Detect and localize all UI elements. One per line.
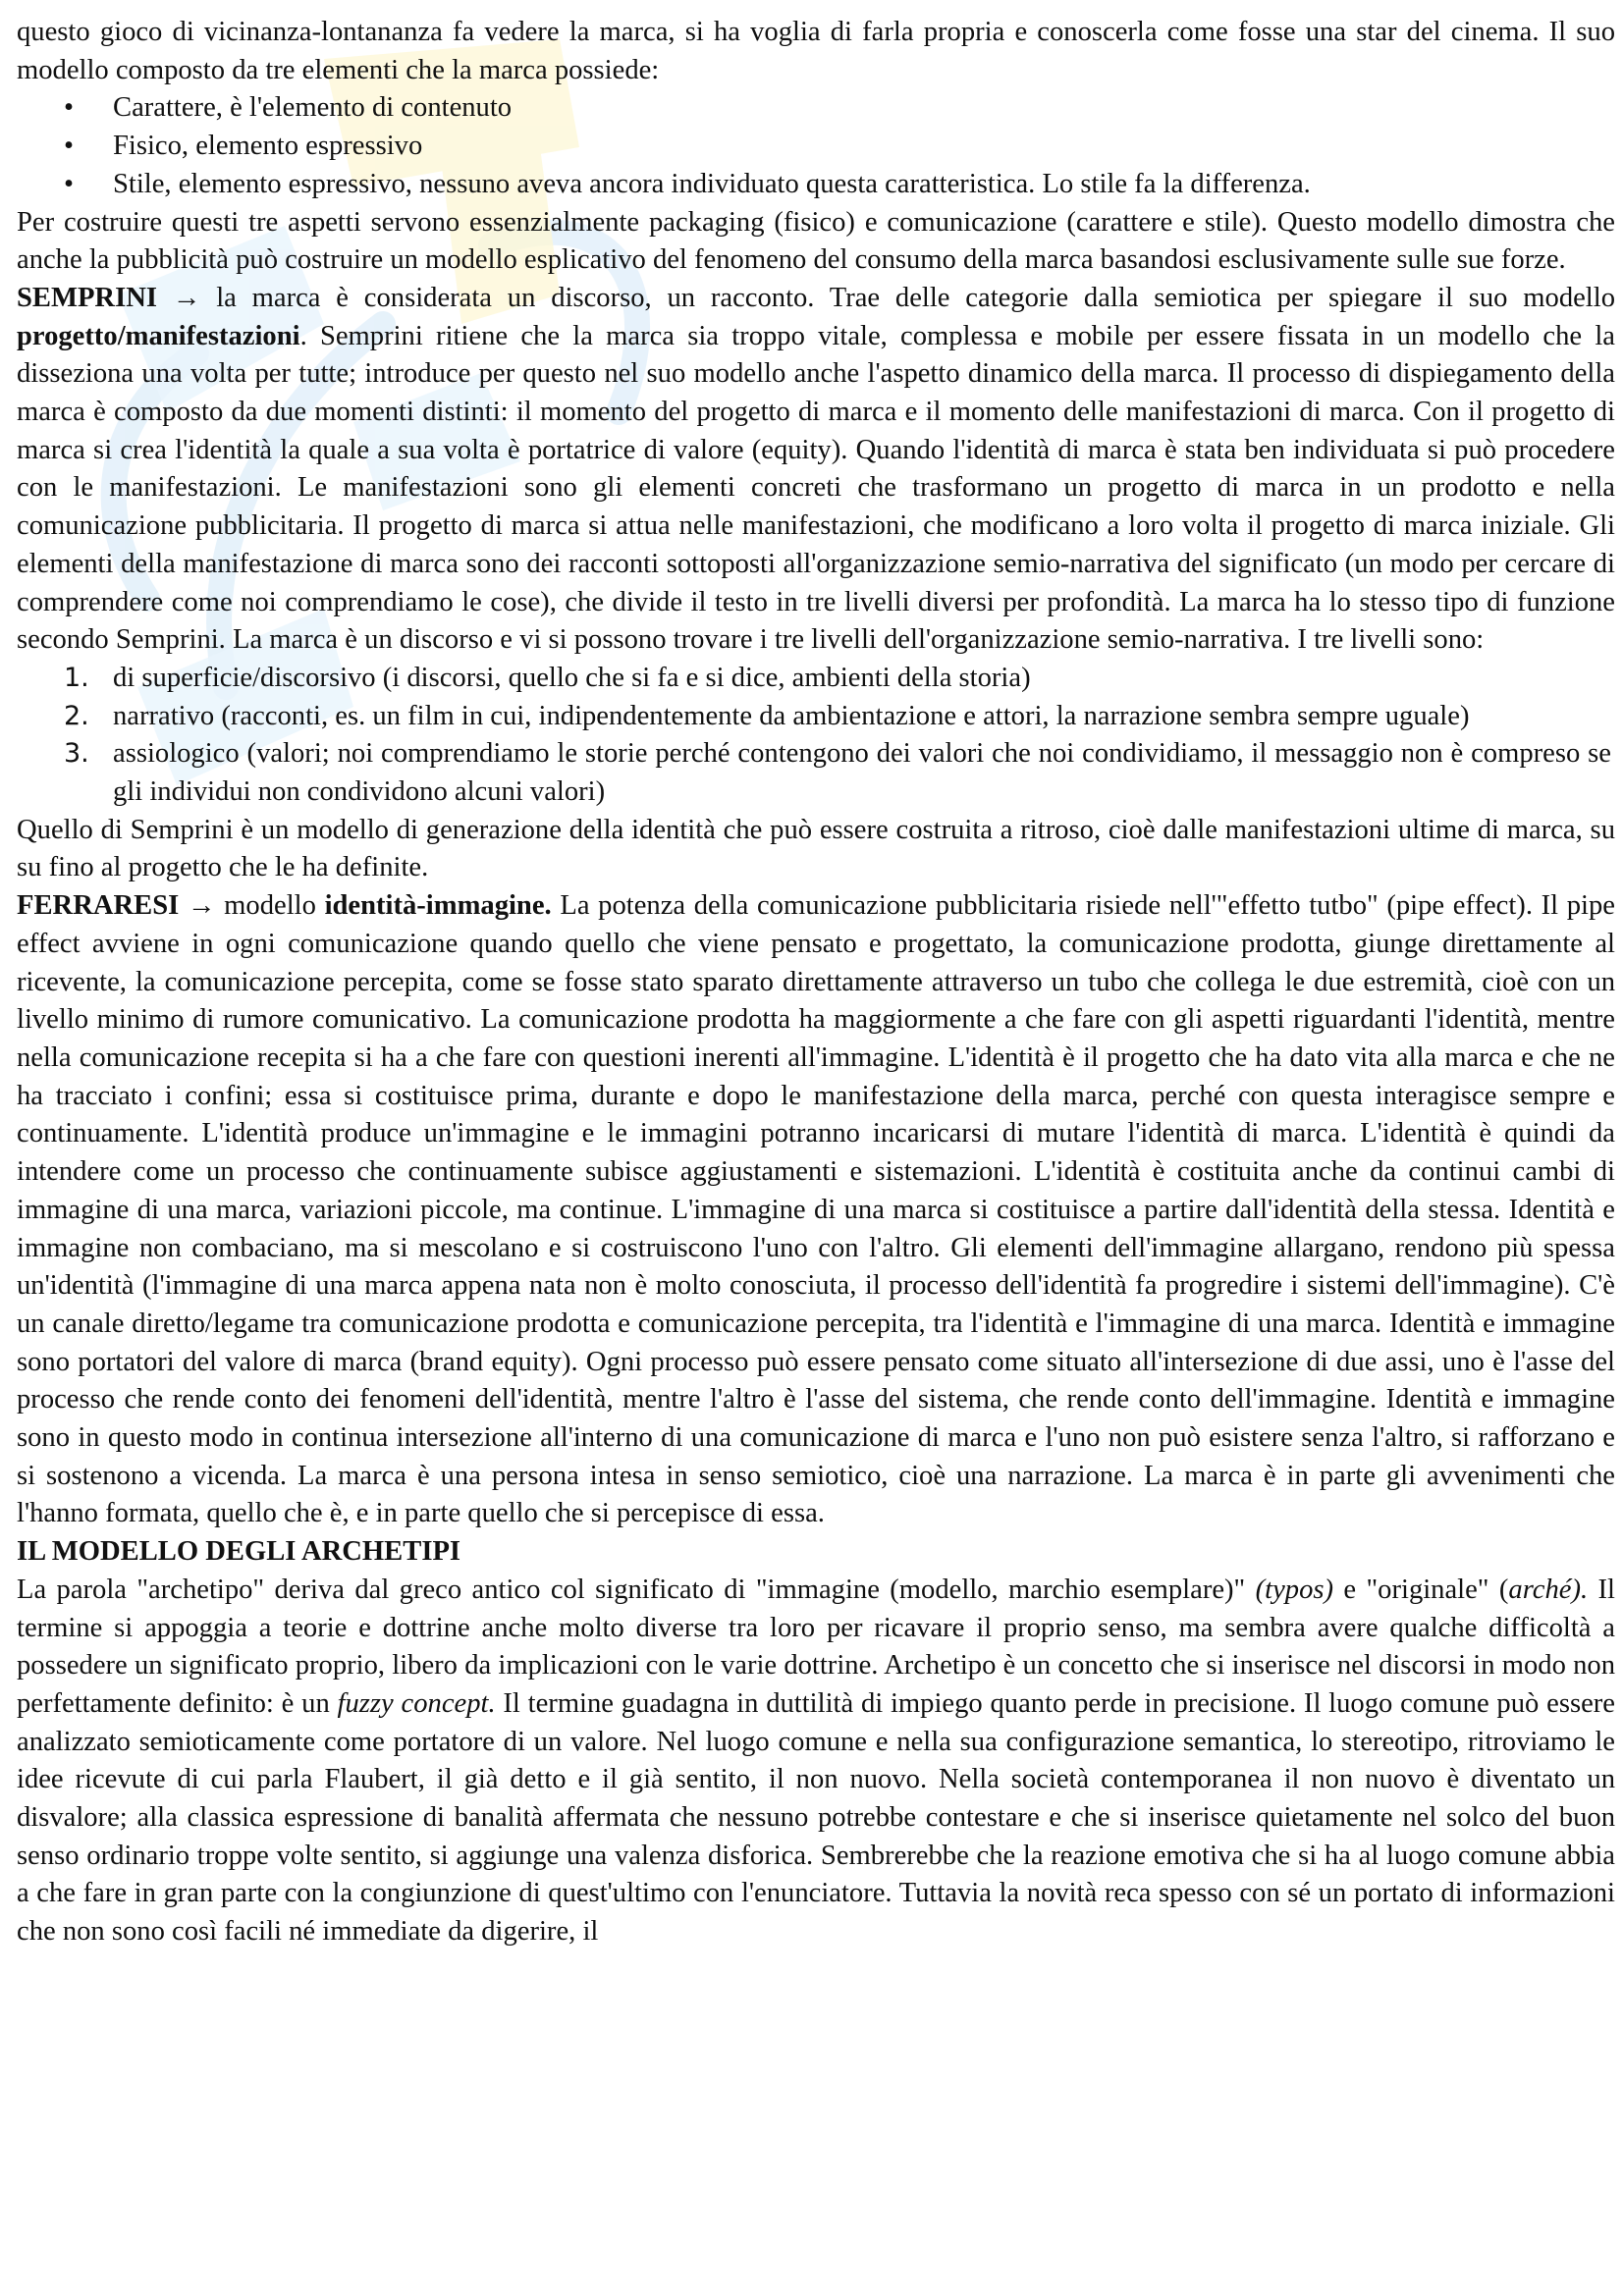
list-number: 1. [64,662,89,693]
text-span: Il termine guadagna in duttilità di impiego quanto perde in precisione. Il luogo comune può essere analizzato semioticamente come portatore di un valore. Nel luogo comune e nella sua configurazione semantica, lo stereotipo, ritroviamo le idee ricevute di cui parla Flaubert, il già detto e il già sentito, il non nuovo. Nella società contemporanea il non nuovo è diventato un disvalore; alla classica espressione di banalità affermata che nessuno potrebbe contestare e che si inserisce quietamente nel solco del buon senso ordinario troppe volte sentito, si aggiunge una valenza disforica. Sembrerebbe che la reazione emotiva che si ha al luogo comune abbia a che fare in gran parte con la congiunzione di quest'ultimo con l'enunciatore. Tuttavia la novità reca spesso con sé un portato di informazioni che non sono così facili né immediate da digerire, il [17,1687,1615,1948]
paragraph: questo gioco di vicinanza-lontananza fa vedere la marca, si ha voglia di farla propria e conoscerla come fosse una star del cinema. Il suo modello composto da tre elementi che la marca possiede: [17,17,1615,85]
arrow-glyph: → [179,890,225,922]
author-name: SEMPRINI [17,282,157,313]
paragraph: Per costruire questi tre aspetti servono essenzialmente packaging (fisico) e comunicazione (carattere e stile). Questo modello dimostra che anche la pubblicità può costruire un modello esplicativo del fenomeno del consumo della marca basandosi esclusivamente sulle sue forze. [17,206,1615,276]
section-heading: IL MODELLO DEGLI ARCHETIPI [17,1536,461,1568]
list-number: 2. [64,700,89,731]
list-number: 3. [64,738,89,770]
paragraph: Quello di Semprini è un modello di generazione della identità che può essere costruita a ritroso, cioè dalle manifestazioni ultime di marca, su su fino al progetto che le ha definite. [17,814,1615,883]
italic-term: (typos) [1255,1574,1334,1605]
text-span: La potenza della comunicazione pubblicitaria risiede nell'"effetto tutbo" (pipe effect). Il pipe effect avviene in ogni comunicazione quando quello che viene pensato e progettato, la comunicazione prodotta, giunge direttamente al ricevente, la comunicazione percepita, come se fosse stato sparato direttamente attraverso un tubo che collega le due estremità, cioè con un livello minimo di rumore comunicativo. La comunicazione prodotta ha maggiormente a che fare con gli aspetti riguardanti l'identità, mentre nella comunicazione recepita si ha a che fare con questioni inerenti all'immagine. L'identità è il progetto che ha dato vita alla marca e che ne ha tracciato i confini; essa si costituisce prima, durante e dopo le manifestazione della marca, perché con questa interagisce sempre e continuamente. L'identità produce un'immagine e le immagini potranno incaricarsi di mutare l'identità di marca. L'identità è quindi da intendere come un processo che continuamente subisce aggiustamenti e sistemazioni. L'identità è costituita anche da continui cambi di immagine di una marca, variazioni piccole, ma continue. L'immagine di una marca si costituisce a partire dall'identità della stessa. Identità e immagine non combaciano, ma si mescolano e si costruiscono l'uno con l'altro. Gli elementi dell'immagine allargano, rendono più spessa un'identità (l'immagine di una marca appena nata non è molto conosciuta, il processo dell'identità fa progredire i sistemi dell'immagine). C'è un canale diretto/legame tra comunicazione prodotta e comunicazione percepita, tra l'identità e l'immagine di una marca. Identità e immagine sono portatori del valore di marca (brand equity). Ogni processo può essere pensato come situato all'intersezione di due assi, uno è l'asse del processo che rende conto dei fenomeni dell'identità, mentre l'altro è l'asse del sistema, che rende conto dell'immagine. Identità e immagine sono in questo modo in continua intersezione all'interno di una comunicazione di marca e l'uno non può esistere senza l'altro, si rafforzano e si sostenono a vicenda. La marca è una persona intesa in senso semiotico, cioè una narrazione. La marca è in parte gli avvenimenti che l'hanno formata, quello che è, e in parte quello che si percepisce di essa. [17,890,1615,1529]
italic-term: fuzzy concept. [337,1687,496,1719]
text-span: La parola "archetipo" deriva dal greco antico col significato di "immagine (modello, marchio esemplare)" [17,1574,1256,1605]
ferraresi-paragraph [17,887,1615,1533]
text-span: e "originale" ( [1333,1574,1509,1605]
archetipi-paragraph [17,1572,1615,1951]
list-item [17,698,1615,736]
list-item [17,735,1615,811]
list-text: assiologico (valori; noi comprendiamo le storie perché contengono dei valori che noi condividiamo, il messaggio non è compreso se gli individui non condividono alcuni valori) [113,738,1611,808]
list-text: narrativo (racconti, es. un film in cui, indipendentemente da ambientazione e attori, la narrazione sembra sempre uguale) [113,700,1470,731]
italic-term: arché). [1508,1574,1589,1605]
list-item: • Fisico, elemento espressivo [17,128,1615,166]
model-name: progetto/manifestazioni [17,320,300,351]
text-span: . Semprini ritiene che la marca sia troppo vitale, complessa e mobile per essere fissata in un modello che la disseziona una volta per tutte; introduce per questo nel suo modello anche l'aspetto dinamico della marca. Il processo di dispiegamento della marca è composto da due momenti distinti: il momento del progetto di marca e il momento delle manifestazioni di marca. Con il progetto di marca si crea l'identità la quale a sua volta è portatrice di valore (equity). Quando l'identità di marca è stata ben individuata si può procedere con le manifestazioni. Le manifestazioni sono gli elementi concreti che trasformano un progetto di marca in un prodotto e nella comunicazione pubblicitaria. Il progetto di marca si attua nelle manifestazioni, che modificano a loro volta il progetto di marca iniziale. Gli elementi della manifestazione di marca sono dei racconti sottoposti all'organizzazione semio-narrativa del significato (un modo per cercare di comprendere come noi comprendiamo le cose), che divide il testo in tre livelli diversi per profondità. La marca ha lo stesso tipo di funzione secondo Semprini. La marca è un discorso e vi si possono trovare i tre livelli dell'organizzazione semio-narrativa. I tre livelli sono: [17,320,1615,656]
semprini-paragraph [17,280,1615,660]
list-item: • Stile, elemento espressivo, nessuno aveva ancora individuato questa caratteristica. Lo stile fa la differenza. [17,166,1615,204]
numbered-list [17,660,1615,812]
text-span: Il termine si appoggia a teorie e dottrine anche molto diverse tra loro per ricavare il proprio senso, ma sembra avere qualche difficoltà a possedere un significato proprio, libero da implicazioni con le varie dottrine. Archetipo è un concetto che si inserisce nel discorsi in modo non perfettamente definito: è un [17,1574,1615,1719]
list-text: di superficie/discorsivo (i discorsi, quello che si fa e si dice, ambienti della storia) [113,662,1031,693]
model-name: identità-immagine. [324,890,552,922]
author-name: FERRARESI [17,890,180,922]
document-page [17,14,1615,1951]
text-span: modello [224,890,325,922]
text-span: la marca è considerata un discorso, un racconto. Trae delle categorie dalla semiotica per spiegare il suo modello [216,282,1615,313]
bullet-list [17,89,1615,203]
list-item: • Carattere, è l'elemento di contenuto [17,89,1615,128]
list-item [17,660,1615,698]
arrow-glyph: → [156,282,217,313]
